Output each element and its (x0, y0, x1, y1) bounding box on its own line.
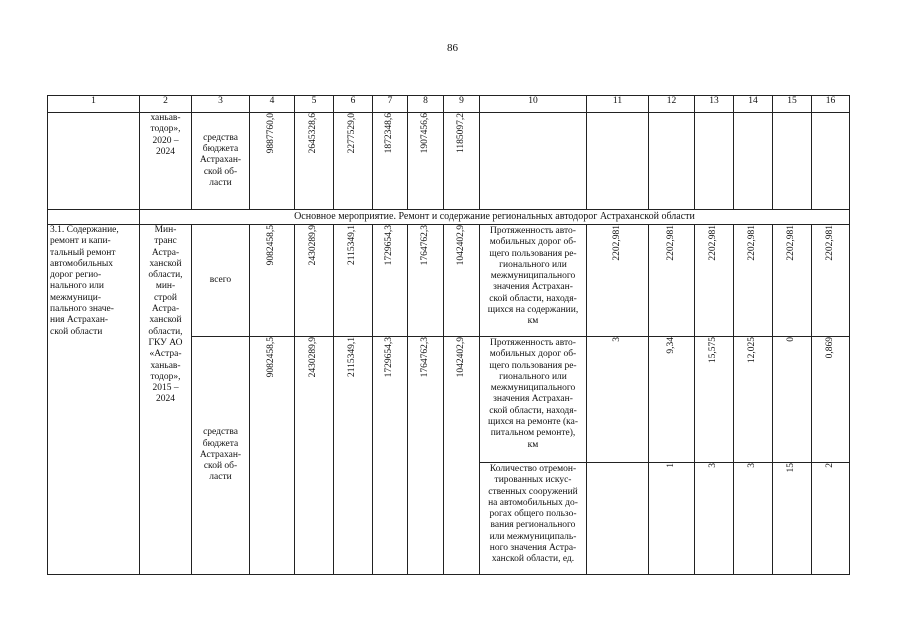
value-cell (334, 113, 373, 210)
indicator-value-text: 2202,981 (665, 225, 676, 261)
funding-value: 9082458,5 (266, 337, 277, 378)
indicator-value (812, 337, 850, 463)
section-title: Основное мероприятие. Ремонт и содержание региональных автодорог Астраханской области (140, 210, 850, 225)
value-cell (373, 113, 408, 210)
funding-value: 2430289,9 (308, 337, 319, 378)
funding-source-budget: средства бюджета Астрахан- ской об- ласти (192, 337, 250, 575)
indicator-value (773, 225, 812, 337)
header-cell: 15 (773, 96, 812, 113)
funding-source-total: всего (192, 225, 250, 337)
indicator-value (773, 463, 812, 575)
indicator-value (587, 337, 649, 463)
indicator-value-text: 3 (708, 463, 719, 468)
indicator-value-text: 3 (611, 337, 622, 342)
funding-value: 1185097,2 (455, 113, 466, 154)
funding-value: 1764762,3 (419, 337, 430, 378)
indicator-value (695, 337, 734, 463)
indicator-name: Количество отремон- тированных искус- ственных сооружений на автомобильных до- рогах общего пользо- вания регионального или межмуниципаль- ного значения Астра- ханской области, ед. (480, 463, 587, 575)
indicator-value (773, 337, 812, 463)
header-cell: 7 (373, 96, 408, 113)
executor-cell: ханьав- тодор», 2020 – 2024 (140, 113, 192, 210)
indicator-value-text: 2202,981 (708, 225, 719, 261)
indicator-value-text: 3 (747, 463, 758, 468)
measure-name: 3.1. Содержание, ремонт и капи- тальный ремонт автомобильных дорог регио- нального или межмуници- пального значе- ния Астрахан- ской области (48, 225, 140, 575)
header-cell: 4 (250, 96, 295, 113)
header-cell: 11 (587, 96, 649, 113)
indicator-value (695, 463, 734, 575)
indicator-value-empty (734, 113, 773, 210)
funding-value: 2115349,1 (347, 337, 358, 378)
value-cell (295, 225, 334, 337)
indicator-value-empty (695, 113, 734, 210)
funding-value: 1729654,3 (384, 337, 395, 378)
header-cell: 16 (812, 96, 850, 113)
carry-over-row (48, 113, 850, 210)
funding-value: 1042402,9 (455, 225, 466, 266)
header-cell: 1 (48, 96, 140, 113)
indicator-value (734, 463, 773, 575)
funding-source-cell: средства бюджета Астрахан- ской об- ласти (192, 113, 250, 210)
indicator-value-text: 2202,981 (824, 225, 835, 261)
funding-value: 2430289,9 (308, 225, 319, 266)
funding-value: 2277529,0 (347, 113, 358, 154)
funding-value: 1042402,9 (455, 337, 466, 378)
value-cell (373, 225, 408, 337)
header-cell: 3 (192, 96, 250, 113)
indicator-value (812, 225, 850, 337)
measure-row-total (48, 225, 850, 337)
header-cell: 8 (408, 96, 444, 113)
header-cell: 13 (695, 96, 734, 113)
value-cell (334, 337, 373, 575)
indicator-value (649, 463, 695, 575)
indicator-value-text: 9,34 (665, 337, 676, 354)
program-table (47, 95, 850, 575)
value-cell (295, 337, 334, 575)
funding-value: 1729654,3 (384, 225, 395, 266)
header-cell: 5 (295, 96, 334, 113)
indicator-value (734, 337, 773, 463)
indicator-value-text: 15 (786, 463, 797, 473)
indicator-value-text: 15,575 (708, 337, 719, 364)
header-cell: 6 (334, 96, 373, 113)
indicator-value-text: 2202,981 (786, 225, 797, 261)
indicator-value-text: 1 (665, 463, 676, 468)
value-cell (408, 113, 444, 210)
indicator-value (812, 463, 850, 575)
indicator-value-empty (773, 113, 812, 210)
section-row (48, 210, 850, 225)
indicator-value-text: 12,025 (747, 337, 758, 364)
indicator-name: Протяженность авто- мобильных дорог об- щего пользования ре- гионального или межмуниципального значения Астрахан- ской области, находя- щихся на ремонте (ка- питальном ремонте), км (480, 337, 587, 463)
funding-value: 1872348,6 (384, 113, 395, 154)
header-cell: 12 (649, 96, 695, 113)
indicator-cell-empty (480, 113, 587, 210)
indicator-value-empty (587, 113, 649, 210)
header-cell: 9 (444, 96, 480, 113)
value-cell (444, 113, 480, 210)
indicator-value (649, 225, 695, 337)
value-cell (250, 113, 295, 210)
funding-value: 9082458,5 (266, 225, 277, 266)
header-cell: 10 (480, 96, 587, 113)
value-cell (408, 225, 444, 337)
indicator-value-text: 2 (824, 463, 835, 468)
value-cell (444, 337, 480, 575)
indicator-value (734, 225, 773, 337)
value-cell (250, 225, 295, 337)
measure-cell-empty (48, 113, 140, 210)
executor-cell: Мин- транс Астра- ханской области, мин- строй Астра- ханской области, ГКУ АО «Астра- ханьав- тодор», 2015 – 2024 (140, 225, 192, 575)
value-cell (373, 337, 408, 575)
value-cell (444, 225, 480, 337)
indicator-value (649, 337, 695, 463)
value-cell (295, 113, 334, 210)
indicator-value (587, 463, 649, 575)
header-cell: 14 (734, 96, 773, 113)
indicator-value (587, 225, 649, 337)
value-cell (250, 337, 295, 575)
funding-value: 1764762,3 (419, 225, 430, 266)
indicator-value-empty (649, 113, 695, 210)
indicator-value-text: 0 (786, 337, 797, 342)
indicator-value-empty (812, 113, 850, 210)
value-cell (408, 337, 444, 575)
funding-value: 1907456,6 (419, 113, 430, 154)
indicator-value-text: 0,869 (824, 337, 835, 359)
page-number: 86 (447, 42, 458, 54)
header-row (48, 96, 850, 113)
value-cell (334, 225, 373, 337)
indicator-value-text: 2202,981 (611, 225, 622, 261)
indicator-value-text: 2202,981 (747, 225, 758, 261)
funding-value: 9887760,0 (266, 113, 277, 154)
section-first-cell (48, 210, 140, 225)
indicator-value (695, 225, 734, 337)
funding-value: 2645328,6 (308, 113, 319, 154)
indicator-name: Протяженность авто- мобильных дорог об- щего пользования ре- гионального или межмуниципального значения Астрахан- ской области, находя- щихся на содержании, км (480, 225, 587, 337)
funding-value: 2115349,1 (347, 225, 358, 266)
header-cell: 2 (140, 96, 192, 113)
